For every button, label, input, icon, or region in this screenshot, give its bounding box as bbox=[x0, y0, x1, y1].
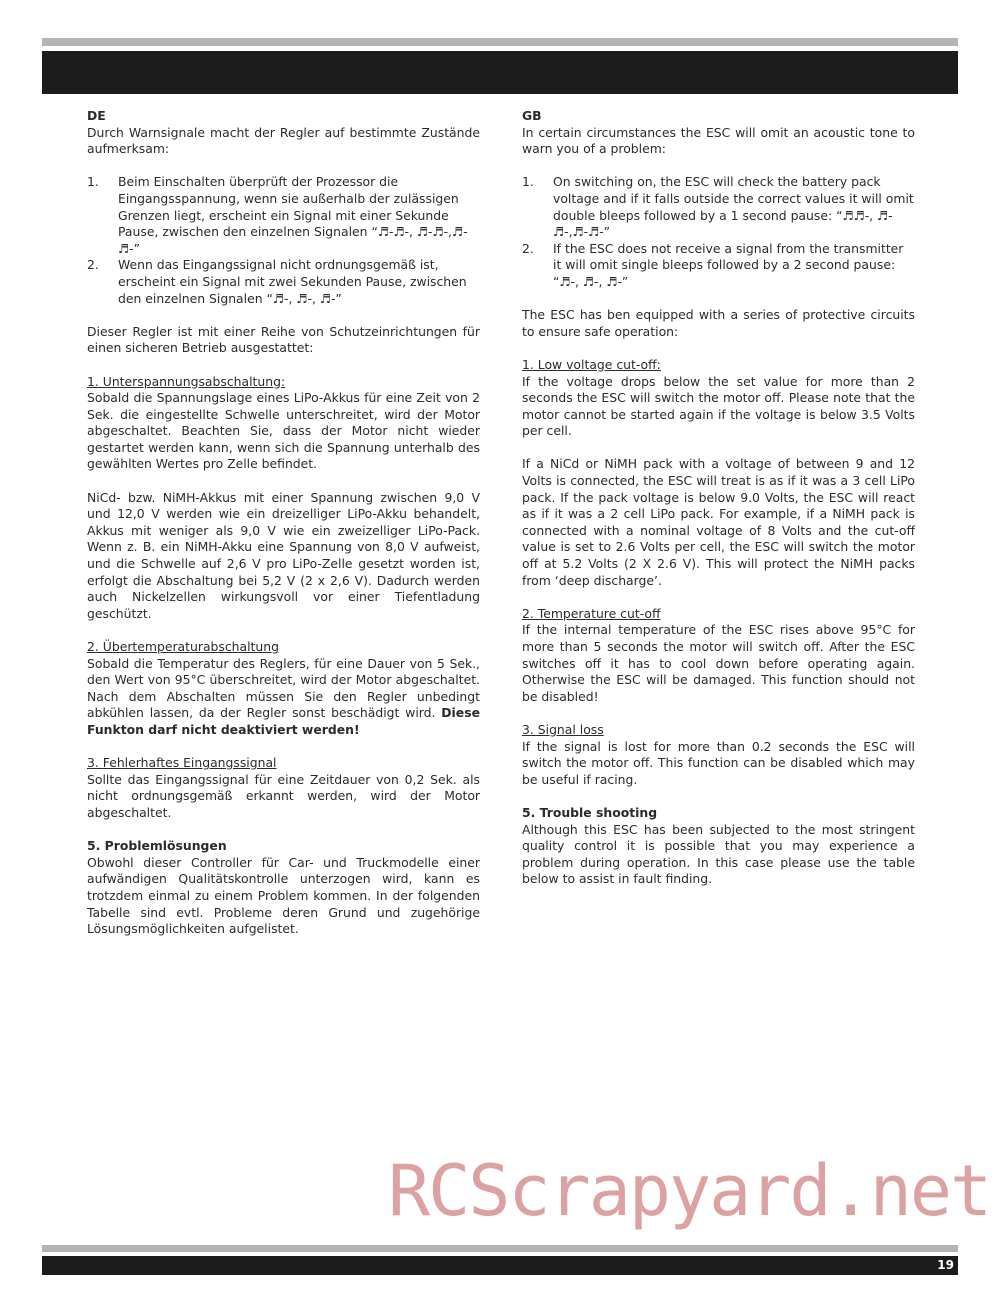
page-number: 19 bbox=[937, 1258, 954, 1272]
section-title: 2. Übertemperaturabschaltung bbox=[87, 639, 279, 654]
section-text: Sobald die Temperatur des Reglers, für eine Dauer von 5 Sek., den Wert von 95°C überschreitet, wird der Motor abgeschaltet. Nach dem Abschalten müssen Sie den Regler unbedingt abkühlen lassen, da der Regler sonst beschädigt wird. Diese Funkton darf nicht deaktiviert werden! bbox=[87, 655, 480, 737]
header-black-bar bbox=[42, 51, 958, 94]
section-text: NiCd- bzw. NiMH-Akkus mit einer Spannung zwischen 9,0 V und 12,0 V werden wie ein dreizelliger LiPo-Akku behandelt, Akkus mit weniger als 9,0 V wie ein zweizelliger LiPo-Pack. Wenn z. B. ein NiMH-Akku eine Spannung von 8,0 V aufweist, und die Schwelle auf 2,6 V pro LiPo-Zelle gesetzt worden ist, erfolgt die Abschaltung bei 5,2 V (2 x 2,6 V). Dadurch werden auch Nickelzellen wirkungsvoll vor einer Tiefentladung geschützt. bbox=[87, 489, 480, 621]
section-title: 3. Signal loss bbox=[522, 721, 604, 737]
protect-intro-de: Dieser Regler ist mit einer Reihe von Schutzeinrichtungen für einen sicheren Betrieb ausgestattet: bbox=[87, 323, 480, 356]
column-de bbox=[87, 108, 480, 938]
section-title: 1. Unterspannungsabschaltung: bbox=[87, 373, 286, 389]
section-text: If a NiCd or NiMH pack with a voltage of between 9 and 12 Volts is connected, the ESC will treat is as if it was a 3 cell LiPo pack. If the pack voltage is below 9.0 Volts, the ESC will react as if it was a 2 cell LiPo pack. For example, if a NiMH pack is connected with a nominal voltage of 8 Volts and the cut-off value is set to 2.6 Volts per cell, the ESC will switch the motor off at 5.2 Volts (2 X 2.6 V). This will protect the NiMH packs from ‘deep discharge’. bbox=[522, 456, 915, 588]
section-text: If the signal is lost for more than 0.2 seconds the ESC will switch the motor off. This function can be disabled which may be useful if racing. bbox=[522, 738, 915, 787]
warning-bold: Diese Funkton darf nicht deaktiviert werden! bbox=[87, 705, 480, 737]
section-title: 5. Trouble shooting bbox=[522, 804, 658, 820]
section-text: Sollte das Eingangssignal für eine Zeitdauer von 0,2 Sek. als nicht ordnungsgemäß erkannt werden, wird der Motor abgeschaltet. bbox=[87, 771, 480, 820]
list-item: 1. Beim Einschalten überprüft der Prozessor die Eingangsspannung, wenn sie außerhalb der zulässigen Grenzen liegt, erscheint ein Signal mit einer Sekunde Pause, zwischen den einzelnen Signalen “♬-♬-, ♬-♬-,♬-♬-” bbox=[87, 174, 468, 256]
lang-heading-gb: GB bbox=[522, 108, 542, 123]
warning-list-gb bbox=[522, 174, 915, 290]
watermark: RCScrapyard.net bbox=[388, 1150, 991, 1232]
header-grey-bar bbox=[42, 38, 958, 46]
section-text: If the internal temperature of the ESC rises above 95°C for more than 5 seconds the motor will switch off. After the ESC switches off it has to cool down before operating again. Otherwise the ESC will be damaged. This function should not be disabled! bbox=[522, 622, 915, 704]
section-text: Obwohl dieser Controller für Car- und Truckmodelle einer aufwändigen Qualitätskontrolle unterzogen wird, kann es trotzdem einmal zu einem Problem kommen. In der folgenden Tabelle sind evtl. Probleme deren Grund und zugehörige Lösungsmöglichkeiten aufgelistet. bbox=[87, 854, 480, 937]
section-title: 3. Fehlerhaftes Eingangssignal bbox=[87, 755, 277, 771]
section-title: 5. Problemlösungen bbox=[87, 838, 227, 854]
intro-de: Durch Warnsignale macht der Regler auf bestimmte Zustände aufmerksam: bbox=[87, 124, 480, 157]
list-item: 2. If the ESC does not receive a signal from the transmitter it will omit single bleeps followed by a 2 second pause: “♬-, ♬-, ♬-” bbox=[522, 240, 904, 289]
footer-black-bar bbox=[42, 1256, 958, 1275]
column-gb bbox=[522, 108, 915, 888]
list-item: 1. On switching on, the ESC will check the battery pack voltage and if it falls outside the correct values it will omit double bleeps followed by a 1 second pause: “♬♬-, ♬-♬-,♬-♬-” bbox=[522, 174, 914, 240]
section-title: 1. Low voltage cut-off: bbox=[522, 356, 661, 372]
list-item: 2. Wenn das Eingangssignal nicht ordnungsgemäß ist, erscheint ein Signal mit zwei Sekunden Pause, zwischen den einzelnen Signalen “♬-, ♬-, ♬-” bbox=[87, 257, 467, 306]
protect-intro-gb: The ESC has ben equipped with a series of protective circuits to ensure safe operation: bbox=[522, 307, 915, 339]
section-title: 2. Temperature cut-off bbox=[522, 605, 661, 621]
warning-list-de bbox=[87, 174, 480, 307]
intro-gb: In certain circumstances the ESC will omit an acoustic tone to warn you of a problem: bbox=[522, 124, 915, 157]
footer-grey-bar bbox=[42, 1245, 958, 1252]
section-text: Sobald die Spannungslage eines LiPo-Akkus für eine Zeit von 2 Sek. die eingestellte Schwelle unterschreitet, wird der Motor abgeschaltet. Beachten Sie, dass der Motor nicht wieder gestartet werden kann, wenn sich die Spannung unterhalb des gewählten Wertes pro Zelle befindet. bbox=[87, 390, 480, 472]
section-text: Although this ESC has been subjected to the most stringent quality control it is possible that you may experience a problem during operation. In this case please use the table below to assist in fault finding. bbox=[522, 821, 915, 887]
section-text: If the voltage drops below the set value for more than 2 seconds the ESC will switch the motor off. Please note that the motor cannot be started again if the voltage is below 3.5 Volts per cell. bbox=[522, 373, 915, 439]
lang-heading-de: DE bbox=[87, 108, 106, 123]
